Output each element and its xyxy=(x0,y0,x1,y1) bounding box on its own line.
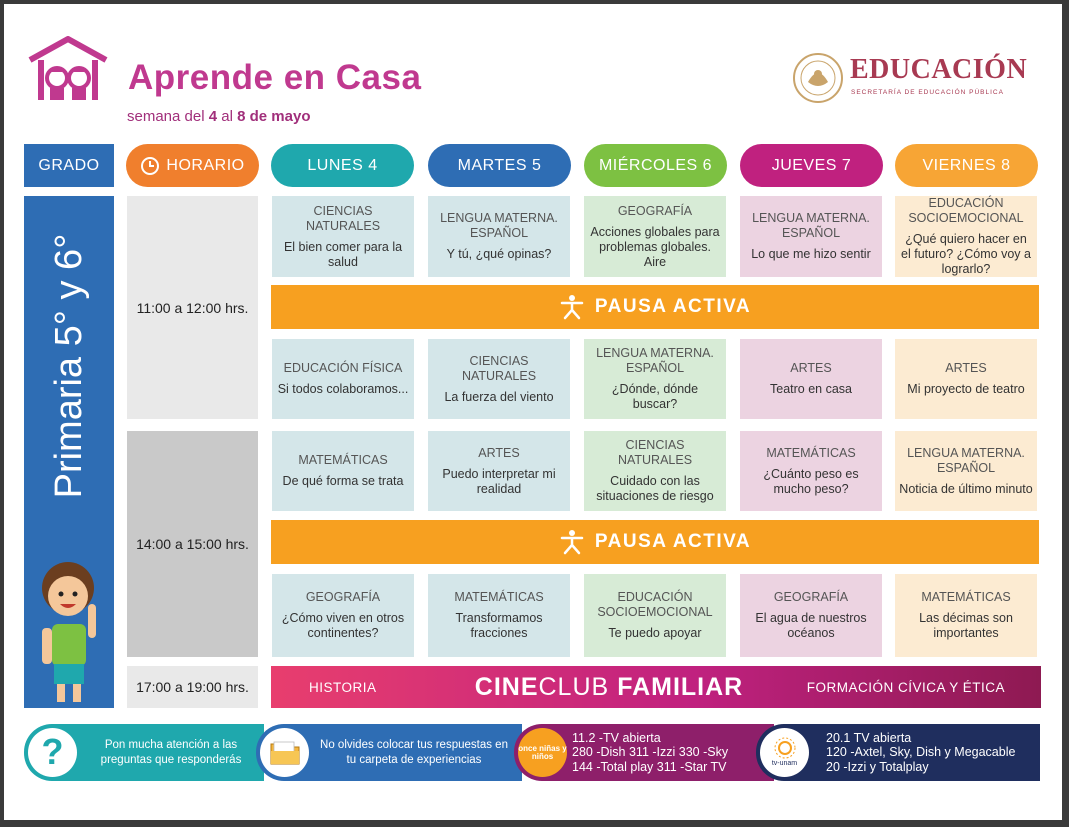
class-card: MATEMÁTICAS Las décimas son importantes xyxy=(895,574,1037,657)
day-header-wednesday: MIÉRCOLES 6 xyxy=(584,144,727,187)
stretching-person-icon xyxy=(559,529,585,555)
org-name: EDUCACIÓN xyxy=(850,54,1028,85)
week-subtitle: semana del 4 al 8 de mayo xyxy=(127,108,311,125)
cineclub-banner xyxy=(271,666,1041,708)
tv-unam-logo: tv-unam xyxy=(760,728,809,777)
grade-header: GRADO xyxy=(24,144,114,187)
class-card: EDUCACIÓN SOCIOEMOCIONAL Te puedo apoyar xyxy=(584,574,726,657)
day-header-friday: VIERNES 8 xyxy=(895,144,1038,187)
unam-channels: tv-unam 20.1 TV abierta 120 -Axtel, Sky, Dish y Megacable 20 -Izzi y Totalplay xyxy=(756,724,1040,781)
class-card: CIENCIAS NATURALES Cuidado con las situaciones de riesgo xyxy=(584,431,726,511)
class-card: ARTES Mi proyecto de teatro xyxy=(895,339,1037,419)
class-card: LENGUA MATERNA. ESPAÑOL Lo que me hizo sentir xyxy=(740,196,882,277)
page-title: Aprende en Casa xyxy=(128,58,422,97)
once-channels: once niñas y niños 11.2 -TV abierta 280 -Dish 311 -Izzi 330 -Sky 144 -Total play 311 -Star TV xyxy=(514,724,774,781)
class-card: GEOGRAFÍA ¿Cómo viven en otros continentes? xyxy=(272,574,414,657)
schedule-page xyxy=(4,4,1062,820)
day-header-monday: LUNES 4 xyxy=(271,144,414,187)
active-break-banner: PAUSA ACTIVA xyxy=(271,520,1039,564)
folder-icon xyxy=(260,728,309,777)
grade-sidebar xyxy=(24,196,114,708)
once-logo: once niñas y niños xyxy=(518,728,567,777)
class-card: GEOGRAFÍA Acciones globales para problemas globales. Aire xyxy=(584,196,726,277)
class-card: MATEMÁTICAS ¿Cuánto peso es mucho peso? xyxy=(740,431,882,511)
cineclub-right-subject: FORMACIÓN CÍVICA Y ÉTICA xyxy=(806,679,1005,695)
time-slot-3: 17:00 a 19:00 hrs. xyxy=(127,666,258,708)
question-icon: ? xyxy=(28,728,77,777)
stretching-person-icon xyxy=(559,294,585,320)
boy-illustration-icon xyxy=(28,546,110,708)
time-slot-1: 11:00 a 12:00 hrs. xyxy=(127,196,258,419)
day-header-tuesday: MARTES 5 xyxy=(428,144,571,187)
class-card: CIENCIAS NATURALES La fuerza del viento xyxy=(428,339,570,419)
class-card: LENGUA MATERNA. ESPAÑOL ¿Dónde, dónde buscar? xyxy=(584,339,726,419)
day-header-thursday: JUEVES 7 xyxy=(740,144,883,187)
schedule-header: HORARIO xyxy=(126,144,259,187)
class-card: MATEMÁTICAS De qué forma se trata xyxy=(272,431,414,511)
time-slot-2: 14:00 a 15:00 hrs. xyxy=(127,431,258,657)
cineclub-left-subject: HISTORIA xyxy=(309,679,377,695)
class-card: CIENCIAS NATURALES El bien comer para la salud xyxy=(272,196,414,277)
class-card: ARTES Puedo interpretar mi realidad xyxy=(428,431,570,511)
active-break-banner: PAUSA ACTIVA xyxy=(271,285,1039,329)
class-card: LENGUA MATERNA. ESPAÑOL Y tú, ¿qué opinas? xyxy=(428,196,570,277)
class-card: ARTES Teatro en casa xyxy=(740,339,882,419)
sun-icon xyxy=(772,737,798,759)
tip-folder: No olvides colocar tus respuestas en tu carpeta de experiencias xyxy=(256,724,522,781)
grade-label: Primaria 5° y 6° xyxy=(47,233,90,499)
class-card: GEOGRAFÍA El agua de nuestros océanos xyxy=(740,574,882,657)
clock-icon xyxy=(140,156,160,176)
mexico-seal-icon xyxy=(792,52,844,104)
tip-questions: ? Pon mucha atención a las preguntas que responderás xyxy=(24,724,264,781)
class-card: EDUCACIÓN FÍSICA Si todos colaboramos... xyxy=(272,339,414,419)
class-card: LENGUA MATERNA. ESPAÑOL Noticia de último minuto xyxy=(895,431,1037,511)
class-card: EDUCACIÓN SOCIOEMOCIONAL ¿Qué quiero hacer en el futuro? ¿Cómo voy a lograrlo? xyxy=(895,196,1037,277)
class-card: MATEMÁTICAS Transformamos fracciones xyxy=(428,574,570,657)
org-subtitle: SECRETARÍA DE EDUCACIÓN PÚBLICA xyxy=(851,89,1004,96)
cineclub-title: CINE CLUB FAMILIAR xyxy=(474,672,744,701)
house-kids-logo xyxy=(26,36,110,102)
